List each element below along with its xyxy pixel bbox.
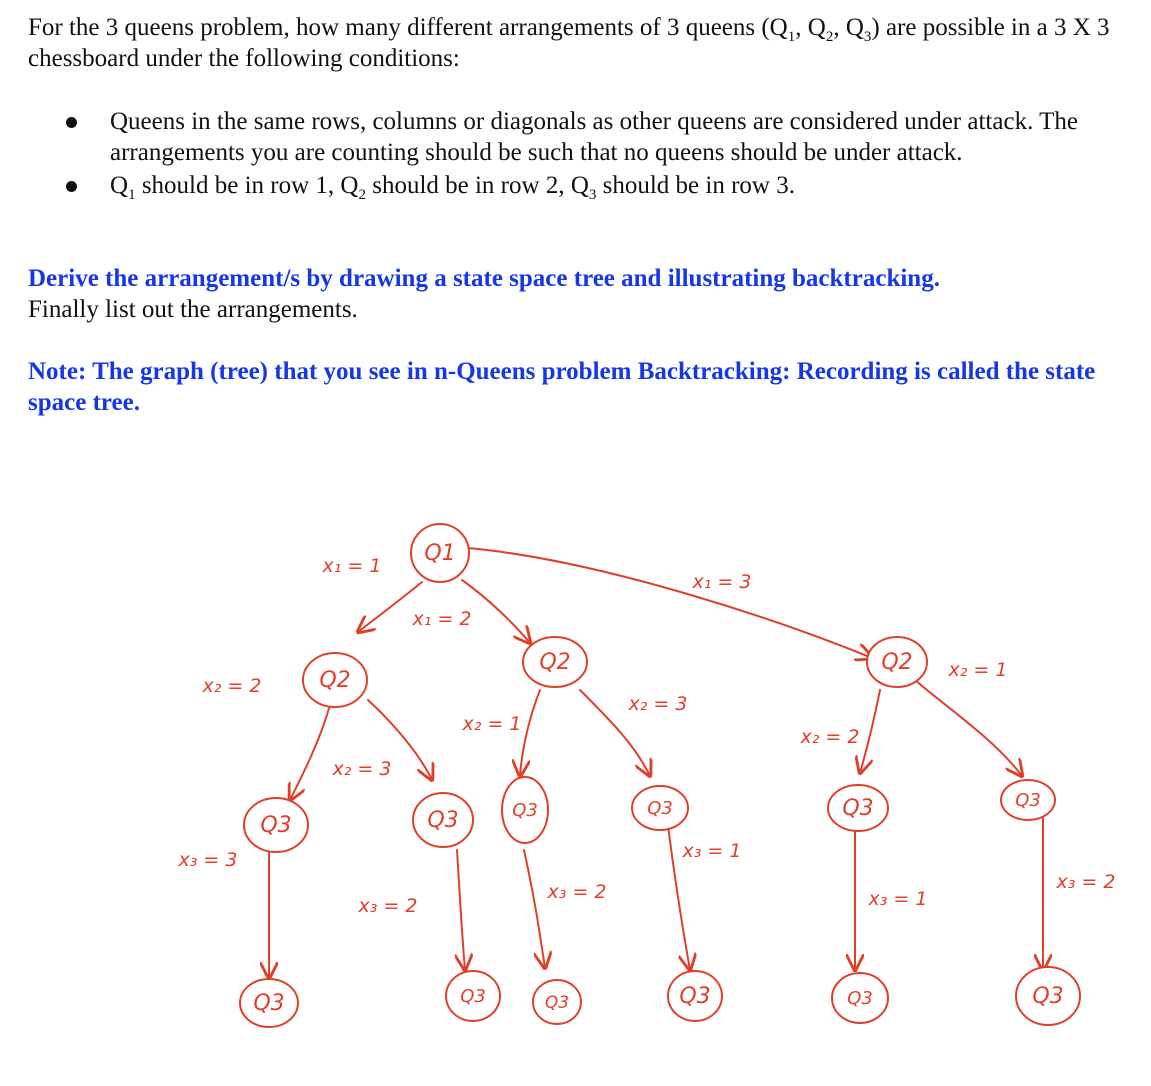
rows-sub-2: 2: [358, 187, 366, 203]
rows-sub-1: 1: [128, 187, 136, 203]
node-l2-1-label: Q2: [319, 668, 351, 693]
edge-label-x2-e: x₂ = 2: [800, 726, 860, 748]
edge-label-x3-b: x₃ = 2: [358, 895, 418, 917]
edge-label-x3-f: x₃ = 2: [1056, 871, 1116, 893]
edge-label-x3-a: x₃ = 3: [178, 849, 238, 871]
intro-part-3: , Q: [833, 14, 864, 41]
edge-x1-2: [462, 580, 530, 643]
node-l3-5-label: Q3: [842, 796, 874, 821]
rows-part-3: should be in row 2, Q: [365, 172, 589, 199]
edge-label-x2-c: x₂ = 1: [462, 713, 522, 735]
edge-label-x2-f: x₂ = 1: [948, 659, 1008, 681]
edge-x3-c: [524, 850, 545, 968]
node-l4-6-label: Q3: [1032, 984, 1064, 1009]
intro-sub-3: 3: [863, 29, 872, 45]
node-l3-4-label: Q3: [647, 798, 673, 819]
rows-part-1: Q: [110, 172, 129, 199]
edge-x2-e: [860, 690, 880, 773]
node-l3-3-label: Q3: [512, 800, 538, 821]
edge-label-x3-c: x₃ = 2: [547, 881, 607, 903]
edge-x2-c: [520, 690, 540, 776]
intro-part-4: ) are possible in a 3 X 3 chessboard under the following conditions:: [28, 14, 1110, 72]
edge-label-x3-e: x₃ = 1: [868, 888, 928, 910]
intro-part-2: , Q: [795, 14, 826, 41]
intro-sub-2: 2: [825, 29, 834, 45]
edge-label-x1-2: x₁ = 2: [412, 608, 472, 630]
note-text: Note: The graph (tree) that you see in n-Queens problem Backtracking: Recording is called the state space tree.: [28, 358, 1096, 416]
node-l3-6-label: Q3: [1015, 790, 1041, 811]
edge-label-x1-3: x₁ = 3: [692, 571, 752, 593]
intro-sub-1: 1: [787, 29, 796, 45]
edge-label-x1-1: x₁ = 1: [322, 555, 382, 577]
edge-label-x3-d: x₃ = 1: [682, 840, 742, 862]
edge-x3-b: [457, 850, 465, 970]
node-l4-3-label: Q3: [544, 993, 570, 1013]
edge-x2-a: [290, 705, 330, 800]
node-root-label: Q1: [424, 541, 456, 566]
derive-plain-text: Finally list out the arrangements.: [28, 296, 358, 323]
node-l2-3-label: Q2: [881, 650, 913, 675]
derive-bold-text: Derive the arrangement/s by drawing a state space tree and illustrating backtracking.: [28, 265, 940, 292]
rows-part-4: should be in row 3.: [596, 172, 795, 199]
rows-part-2: should be in row 1, Q: [135, 172, 359, 199]
node-l2-2-label: Q2: [539, 650, 571, 675]
node-l3-2-label: Q3: [427, 808, 459, 833]
edge-label-x2-b: x₂ = 3: [332, 758, 392, 780]
node-l4-4-label: Q3: [679, 984, 711, 1009]
node-l3-1-label: Q3: [260, 813, 292, 838]
condition-attack-text: Queens in the same rows, columns or diagonals as other queens are considered under attack. The arrangements you are counting should be such that no queens should be under attack.: [110, 108, 1078, 166]
node-l4-1-label: Q3: [253, 991, 285, 1016]
intro-part-1: For the 3 queens problem, how many different arrangements of 3 queens (Q: [28, 14, 788, 41]
edge-x2-f: [915, 680, 1022, 776]
node-l4-2-label: Q3: [460, 986, 486, 1007]
node-l4-5-label: Q3: [847, 988, 873, 1009]
rows-sub-3: 3: [588, 187, 597, 203]
edge-label-x2-d: x₂ = 3: [628, 693, 688, 715]
edge-label-x2-a: x₂ = 2: [202, 675, 262, 697]
